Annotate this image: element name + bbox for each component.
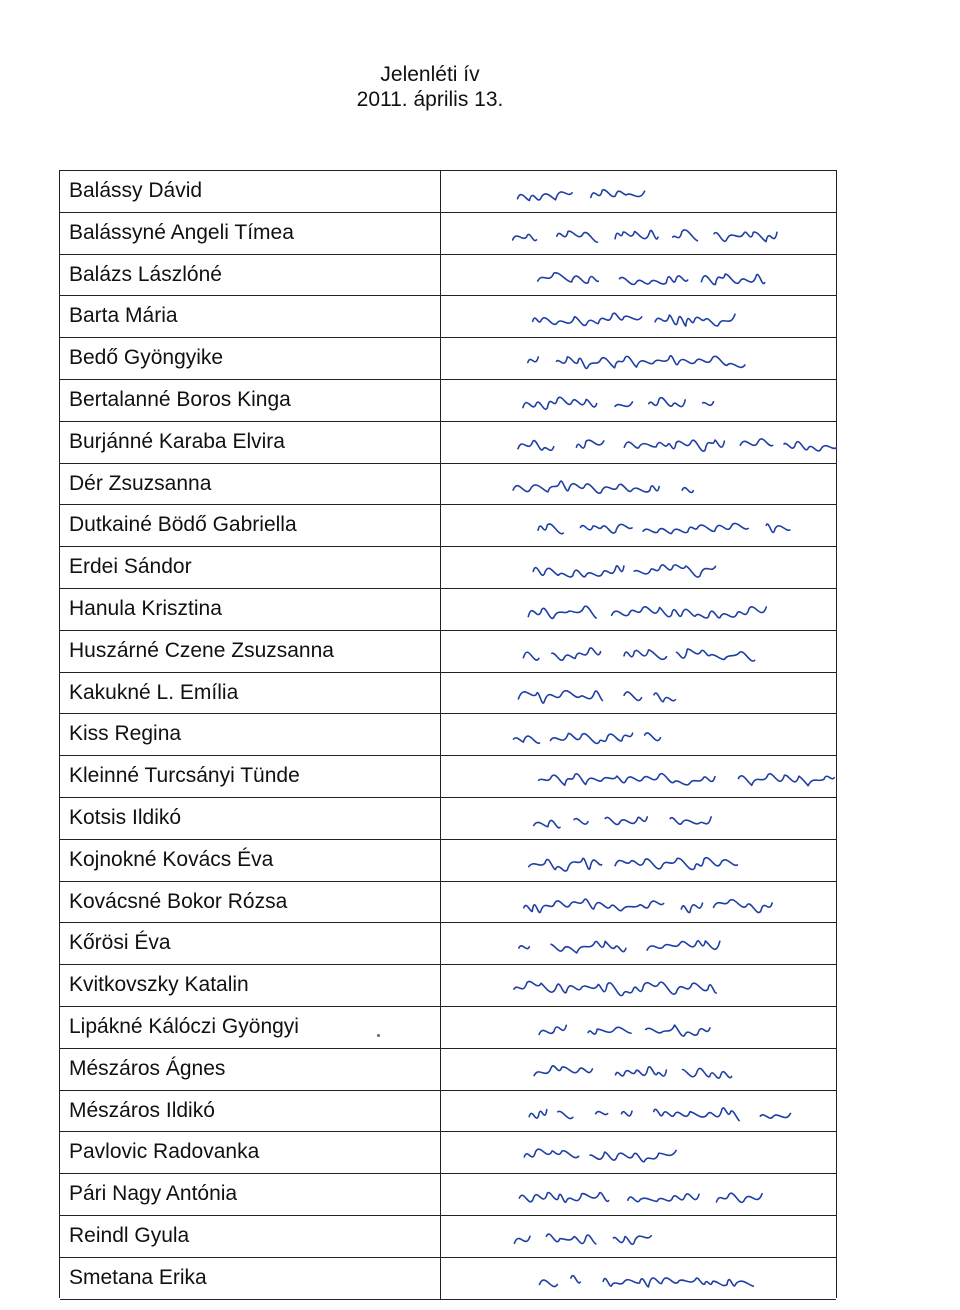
signature-cell	[441, 1258, 836, 1299]
attendee-name: Kvitkovszky Katalin	[60, 965, 441, 1006]
signature-cell	[441, 923, 836, 964]
signature-stroke	[540, 1275, 754, 1286]
signature-stroke	[534, 817, 711, 828]
handwritten-signature	[441, 296, 836, 337]
table-row	[60, 505, 836, 547]
signature-stroke	[529, 1107, 790, 1120]
table-row	[60, 923, 836, 965]
signature-stroke	[533, 565, 715, 577]
table-row	[60, 965, 836, 1007]
attendee-name: Mészáros Ildikó	[60, 1091, 441, 1132]
signature-stroke	[518, 690, 675, 702]
attendee-name: Kojnokné Kovács Éva	[60, 840, 441, 881]
signature-stroke	[513, 230, 777, 242]
table-row	[60, 171, 836, 213]
attendee-name: Kakukné L. Emília	[60, 673, 441, 714]
attendee-name: Burjánné Karaba Elvira	[60, 422, 441, 463]
table-row	[60, 673, 836, 715]
signature-stroke	[523, 648, 754, 661]
attendee-name: Hanula Krisztina	[60, 589, 441, 630]
attendee-name: Huszárné Czene Zsuzsanna	[60, 631, 441, 672]
signature-cell	[441, 296, 836, 337]
signature-cell	[441, 1091, 836, 1132]
signature-cell	[441, 380, 836, 421]
attendee-name: Kleinné Turcsányi Tünde	[60, 756, 441, 797]
signature-cell	[441, 798, 836, 839]
signature-cell	[441, 714, 836, 755]
signature-stroke	[514, 982, 716, 996]
attendee-name: Mészáros Ágnes	[60, 1049, 441, 1090]
handwritten-signature	[441, 338, 836, 379]
signature-cell	[441, 631, 836, 672]
signature-stroke	[528, 606, 766, 618]
attendee-name: Reindl Gyula	[60, 1216, 441, 1257]
handwritten-signature	[441, 673, 836, 714]
handwritten-signature	[441, 1132, 836, 1173]
table-row	[60, 380, 836, 422]
table-row	[60, 547, 836, 589]
handwritten-signature	[441, 464, 836, 505]
handwritten-signature	[441, 1091, 836, 1132]
attendee-name: Erdei Sándor	[60, 547, 441, 588]
handwritten-signature	[441, 171, 836, 212]
table-row	[60, 1007, 836, 1049]
table-row	[60, 756, 836, 798]
signature-stroke	[514, 1234, 651, 1244]
signature-stroke	[538, 524, 790, 534]
table-row	[60, 589, 836, 631]
attendee-name: Balázs Lászlóné	[60, 255, 441, 296]
signature-stroke	[529, 857, 738, 870]
attendee-name: Kotsis Ildikó	[60, 798, 441, 839]
handwritten-signature	[441, 1174, 836, 1215]
signature-cell	[441, 1174, 836, 1215]
handwritten-signature	[441, 380, 836, 421]
table-row	[60, 882, 836, 924]
signature-cell	[441, 673, 836, 714]
table-row	[60, 1132, 836, 1174]
handwritten-signature	[441, 840, 836, 881]
attendee-name: Barta Mária	[60, 296, 441, 337]
stray-ink-dot	[377, 1034, 380, 1037]
handwritten-signature	[441, 1258, 836, 1299]
table-row	[60, 464, 836, 506]
signature-stroke	[523, 397, 714, 409]
handwritten-signature	[441, 798, 836, 839]
signature-cell	[441, 965, 836, 1006]
signature-cell	[441, 1216, 836, 1257]
signature-cell	[441, 1132, 836, 1173]
table-row	[60, 798, 836, 840]
handwritten-signature	[441, 965, 836, 1006]
signature-cell	[441, 505, 836, 546]
attendance-table	[59, 170, 837, 1298]
handwritten-signature	[441, 1216, 836, 1257]
attendee-name: Lipákné Kálóczi Gyöngyi	[60, 1007, 441, 1048]
attendee-name: Smetana Erika	[60, 1258, 441, 1299]
table-row	[60, 338, 836, 380]
signature-cell	[441, 882, 836, 923]
handwritten-signature	[441, 1007, 836, 1048]
table-row	[60, 1174, 836, 1216]
table-row	[60, 1258, 836, 1300]
signature-stroke	[519, 941, 720, 953]
handwritten-signature	[441, 213, 836, 254]
handwritten-signature	[441, 1049, 836, 1090]
signature-cell	[441, 1049, 836, 1090]
document-header	[0, 62, 860, 112]
handwritten-signature	[441, 923, 836, 964]
signature-cell	[441, 589, 836, 630]
attendee-name: Bedő Gyöngyike	[60, 338, 441, 379]
attendee-name: Dutkainé Bödő Gabriella	[60, 505, 441, 546]
document-title: Jelenléti ív	[380, 63, 480, 86]
attendee-name: Balássyné Angeli Tímea	[60, 213, 441, 254]
signature-cell	[441, 255, 836, 296]
signature-stroke	[518, 439, 836, 451]
signature-cell	[441, 464, 836, 505]
table-row	[60, 840, 836, 882]
signature-stroke	[514, 733, 661, 743]
handwritten-signature	[441, 631, 836, 672]
attendee-name: Kovácsné Bokor Rózsa	[60, 882, 441, 923]
table-row	[60, 1091, 836, 1133]
signature-stroke	[513, 481, 693, 493]
attendance-rows	[60, 171, 836, 1300]
table-row	[60, 422, 836, 464]
signature-stroke	[539, 774, 835, 786]
table-row	[60, 296, 836, 338]
handwritten-signature	[441, 422, 836, 463]
signature-stroke	[524, 899, 772, 912]
attendee-name: Dér Zsuzsanna	[60, 464, 441, 505]
handwritten-signature	[441, 589, 836, 630]
attendee-name: Kőrösi Éva	[60, 923, 441, 964]
signature-stroke	[528, 356, 745, 369]
table-row	[60, 631, 836, 673]
table-row	[60, 1049, 836, 1091]
signature-cell	[441, 171, 836, 212]
signature-stroke	[518, 190, 645, 201]
signature-cell	[441, 756, 836, 797]
attendee-name: Balássy Dávid	[60, 171, 441, 212]
handwritten-signature	[441, 756, 836, 797]
signature-cell	[441, 338, 836, 379]
attendee-name: Kiss Regina	[60, 714, 441, 755]
attendee-name: Bertalanné Boros Kinga	[60, 380, 441, 421]
signature-cell	[441, 547, 836, 588]
handwritten-signature	[441, 547, 836, 588]
table-row	[60, 213, 836, 255]
signature-cell	[441, 840, 836, 881]
signature-stroke	[534, 1066, 732, 1078]
table-row	[60, 1216, 836, 1258]
handwritten-signature	[441, 505, 836, 546]
signature-cell	[441, 1007, 836, 1048]
handwritten-signature	[441, 882, 836, 923]
signature-stroke	[538, 272, 765, 284]
signature-stroke	[539, 1025, 710, 1036]
signature-cell	[441, 422, 836, 463]
handwritten-signature	[441, 255, 836, 296]
signature-stroke	[519, 1193, 762, 1203]
signature-cell	[441, 213, 836, 254]
table-row	[60, 714, 836, 756]
signature-stroke	[533, 314, 735, 327]
signature-stroke	[524, 1150, 676, 1163]
attendee-name: Pavlovic Radovanka	[60, 1132, 441, 1173]
document-date: 2011. április 13.	[356, 88, 504, 111]
attendee-name: Pári Nagy Antónia	[60, 1174, 441, 1215]
table-row	[60, 255, 836, 297]
handwritten-signature	[441, 714, 836, 755]
